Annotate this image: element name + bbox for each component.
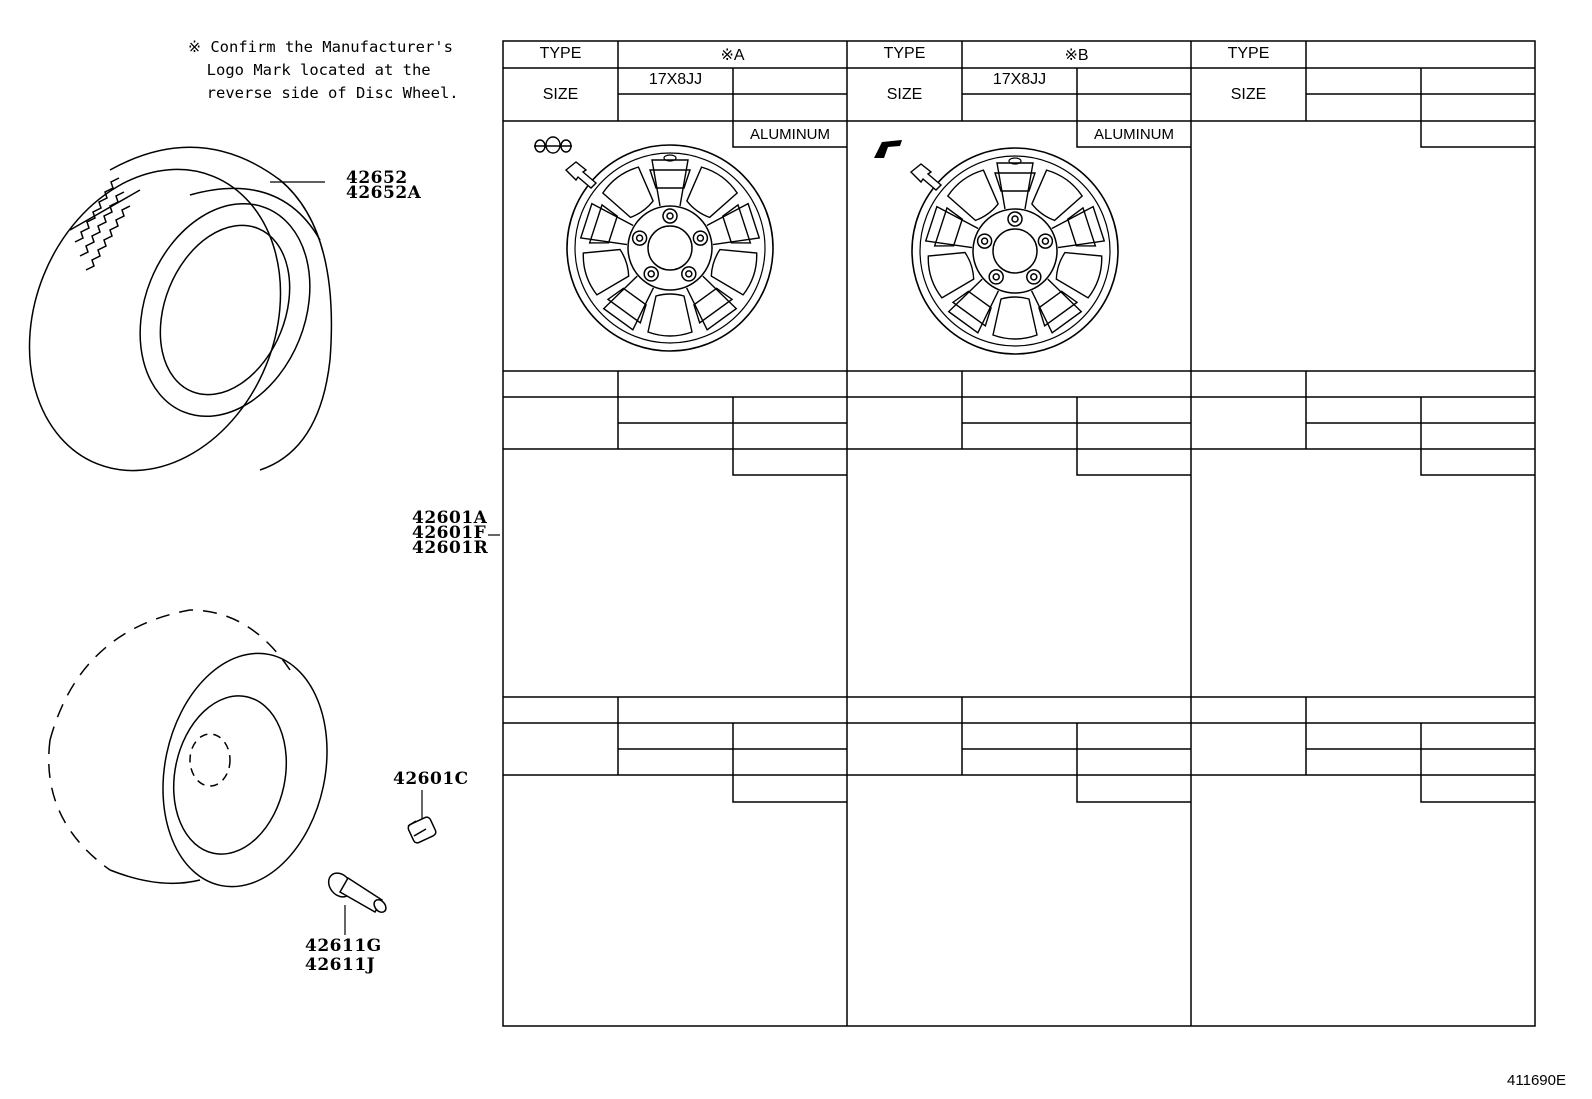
note-line-1: ※ Confirm the Manufacturer's <box>188 38 453 56</box>
size-label-c: SIZE <box>1230 86 1267 103</box>
part-number-wheel <box>412 508 489 558</box>
part-number-nut <box>393 769 469 789</box>
manufacturer-note <box>188 36 459 105</box>
part-number-42601f: 42601F <box>412 523 487 543</box>
size-label-a: SIZE <box>542 86 579 103</box>
part-number-tire <box>346 168 422 203</box>
wheel-nut-illustration <box>407 790 437 844</box>
material-b: ALUMINUM <box>1093 126 1174 143</box>
logo-mark-b-icon <box>874 140 902 158</box>
parts-table <box>503 41 1535 1026</box>
material-a: ALUMINUM <box>749 126 830 143</box>
part-number-42652a: 42652A <box>346 183 422 203</box>
logo-mark-a-icon <box>534 137 572 153</box>
figure-id: 411690E <box>1507 1072 1566 1089</box>
note-line-2: Logo Mark located at the <box>188 61 431 79</box>
type-label-b: TYPE <box>883 45 926 62</box>
wheel-illustration <box>49 535 500 902</box>
part-number-valve <box>305 937 382 975</box>
type-value-b: ※B <box>1064 47 1089 64</box>
part-number-42601r: 42601R <box>412 538 489 558</box>
wheel-type-b-drawing <box>912 148 1118 354</box>
type-label-a: TYPE <box>539 45 582 62</box>
part-number-42601a: 42601A <box>412 508 488 528</box>
valve-illustration <box>324 869 388 935</box>
part-number-42611g: 42611G <box>305 936 382 956</box>
size-label-b: SIZE <box>886 86 923 103</box>
part-number-42652: 42652 <box>346 168 408 188</box>
note-line-3: reverse side of Disc Wheel. <box>188 84 459 102</box>
type-label-c: TYPE <box>1227 45 1270 62</box>
part-number-42611j: 42611J <box>305 955 376 975</box>
tire-illustration <box>0 131 340 508</box>
type-value-a: ※A <box>720 47 745 64</box>
arrow-a-icon <box>566 162 596 188</box>
arrow-b-icon <box>911 164 941 190</box>
part-number-42601c: 42601C <box>393 769 469 789</box>
size-value-a: 17X8JJ <box>648 71 703 88</box>
wheel-type-a-drawing <box>567 145 773 351</box>
size-value-b: 17X8JJ <box>992 71 1047 88</box>
